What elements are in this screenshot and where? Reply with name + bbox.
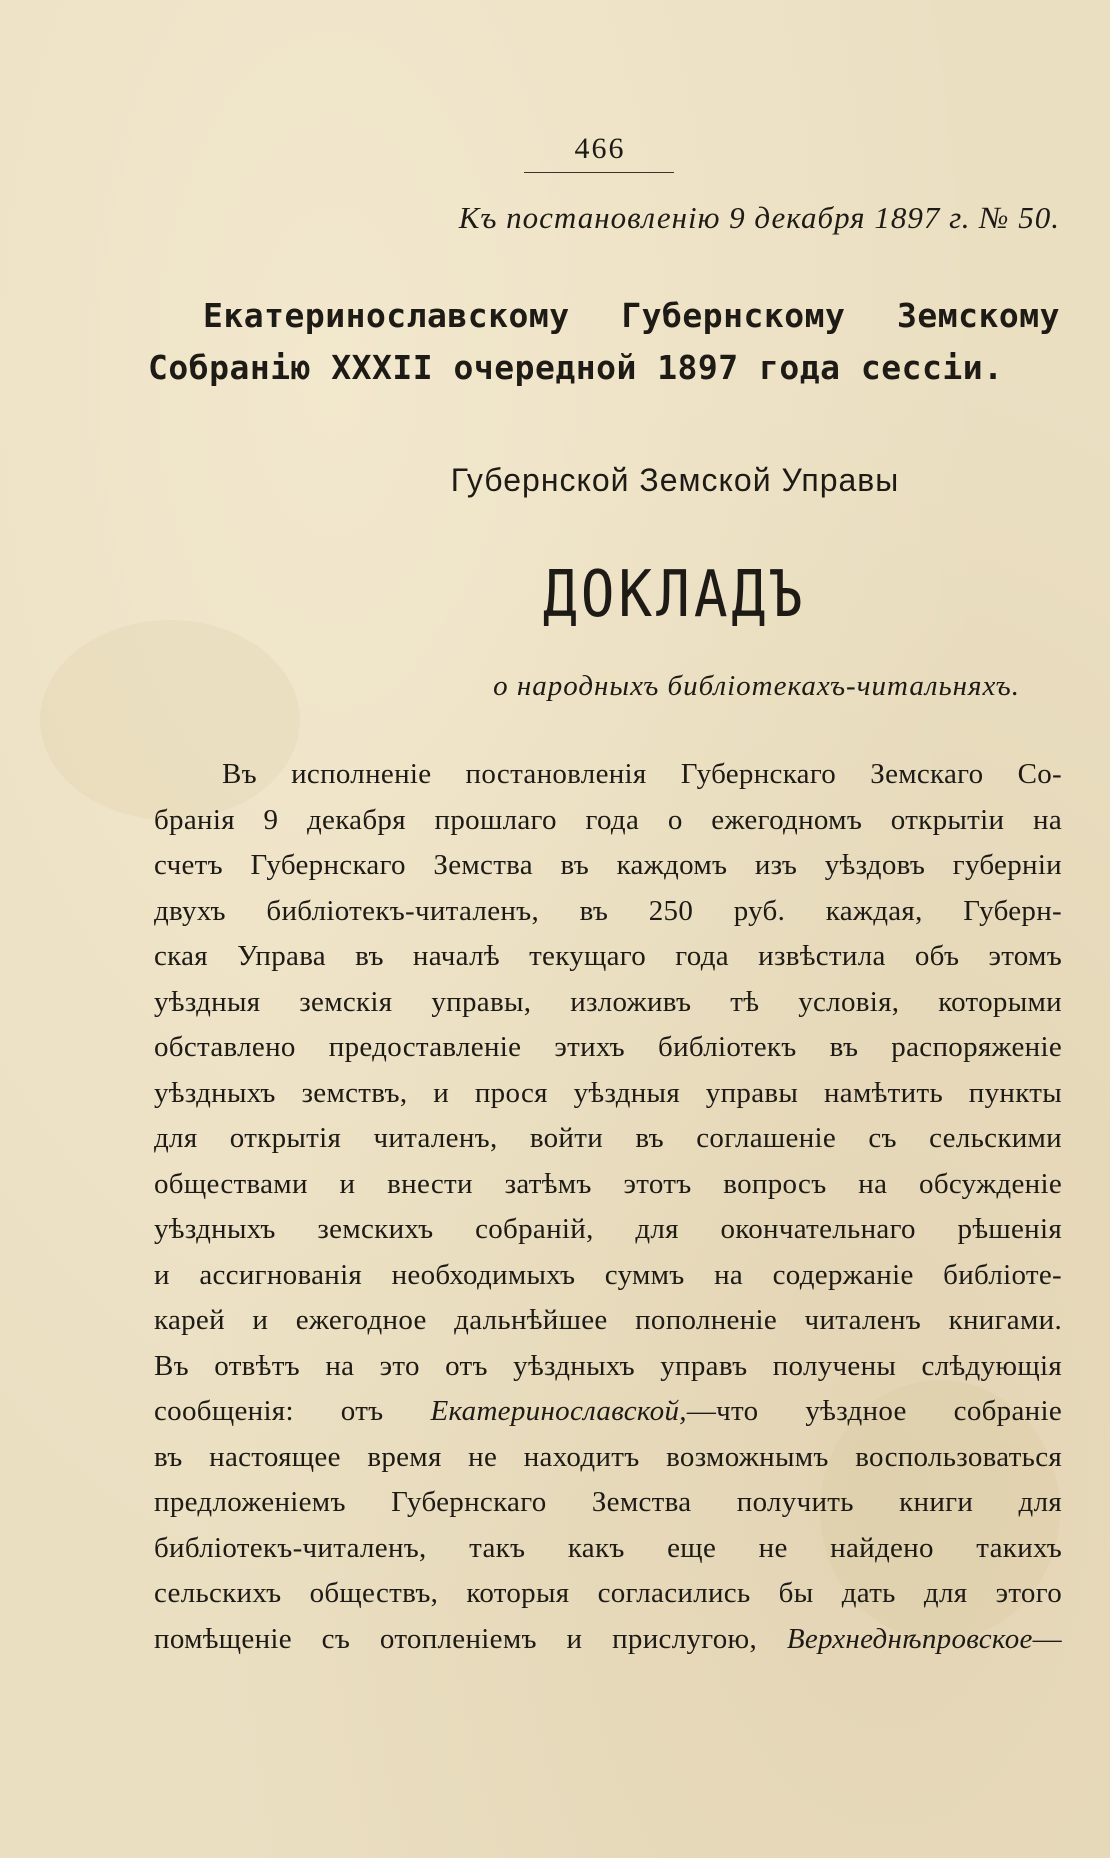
body-line-part: — — [1032, 1622, 1062, 1655]
body-line-part: сообщенія: отъ — [154, 1395, 384, 1427]
body-line: двухъ библіотекъ-читаленъ, въ 250 руб. каждая, Губерн- — [154, 894, 1062, 927]
page-number-rule — [524, 172, 674, 173]
body-line-mixed — [154, 1389, 1062, 1435]
body-line: уѣздныя земскія управы, изложивъ тѣ условія, которыми — [154, 985, 1062, 1018]
body-line: ская Управа въ началѣ текущаго года извѣстила объ этомъ — [154, 940, 1062, 972]
body-line-part: —что уѣздное собраніе — [686, 1395, 1062, 1427]
body-line: предложеніемъ Губернскаго Земства получить книги для — [154, 1486, 1062, 1518]
body-line: и ассигнованія необходимыхъ суммъ на содержаніе библіоте- — [154, 1258, 1062, 1291]
body-line: карей и ежегодное дальнѣйшее пополненіе читаленъ книгами. — [154, 1304, 1062, 1336]
body-line: сельскихъ обществъ, которыя согласились бы дать для этого — [154, 1577, 1062, 1609]
body-line-part: помѣщеніе съ отопленіемъ и прислугою, — [154, 1622, 758, 1655]
uezd-name-verkhnedneprovsk: Верхнеднѣпровское — [786, 1622, 1033, 1655]
body-line: въ настоящее время не находитъ возможнымъ воспользоваться — [154, 1440, 1062, 1473]
document-title: ДОКЛАДЪ — [542, 557, 807, 632]
body-line: уѣздныхъ земскихъ собраній, для окончательнаго рѣшенія — [154, 1213, 1062, 1245]
uezd-name-ekaterinoslav: Екатеринославской, — [430, 1395, 687, 1427]
body-line: Въ отвѣтъ на это отъ уѣздныхъ управъ получены слѣдующія — [154, 1349, 1062, 1382]
body-line: уѣздныхъ земствъ, и прося уѣздныя управы намѣтить пункты — [154, 1076, 1062, 1109]
resolution-reference: Къ постановленію 9 декабря 1897 г. № 50. — [458, 200, 1060, 235]
body-line: счетъ Губернскаго Земства въ каждомъ изъ уѣздовъ губерніи — [154, 849, 1062, 881]
body-line: Въ исполненіе постановленія Губернскаго Земскаго Со- — [222, 758, 1062, 790]
body-line: бранія 9 декабря прошлаго года о ежегодномъ открытіи на — [154, 803, 1062, 836]
body-line: для открытія читаленъ, войти въ соглашеніе съ сельскими — [154, 1122, 1062, 1154]
body-paragraph — [154, 752, 1062, 1662]
body-line-mixed — [154, 1617, 1062, 1663]
body-line: библіотекъ-читаленъ, такъ какъ еще не найдено такихъ — [154, 1531, 1062, 1564]
addressee-line-2: Собранію XXXII очередной 1897 года сессіи. — [148, 348, 1004, 387]
body-line: обставлено предоставленіе этихъ библіотекъ въ распоряженіе — [154, 1031, 1062, 1063]
issuer-heading: Губернской Земской Управы — [450, 462, 900, 498]
body-line: обществами и внести затѣмъ этотъ вопросъ на обсужденіе — [154, 1167, 1062, 1200]
addressee-line-1: Екатеринославскому Губернскому Земскому — [203, 296, 1060, 335]
page-number: 466 — [574, 132, 626, 165]
document-subject: о народныхъ библіотекахъ-читальняхъ. — [493, 670, 1020, 702]
addressee-heading — [148, 290, 1060, 394]
